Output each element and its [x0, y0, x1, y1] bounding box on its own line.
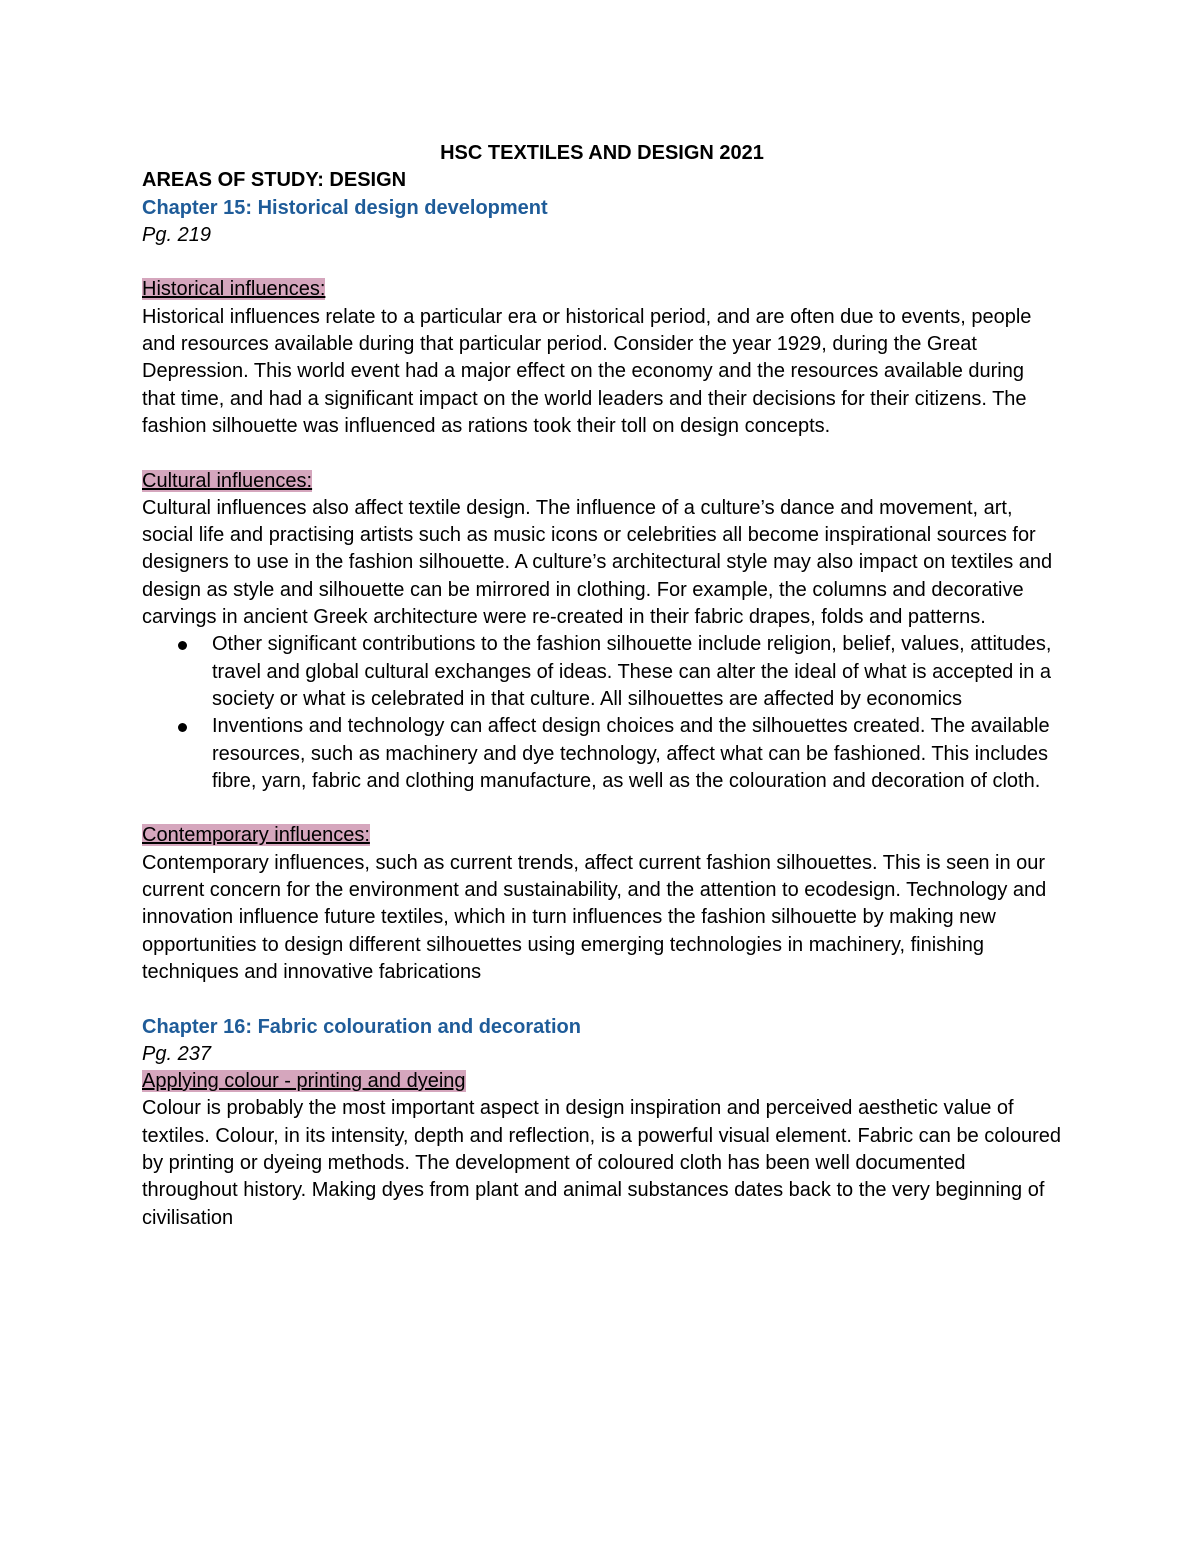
cultural-influences-bullet-list	[142, 631, 1062, 795]
bullet-dot-icon	[178, 723, 187, 732]
spacer	[142, 249, 1062, 276]
applying-colour-heading-text: Applying colour - printing and dyeing	[142, 1070, 466, 1093]
contemporary-influences-text: Contemporary influences, such as current trends, affect current fashion silhouettes. This is seen in our current concern for the environment and sustainability, and the attention to ecodesign. Technology and innovation influence future textiles, which in turn influences the fashion silhouette by making new opportunities to design different silhouettes using emerging technologies in machinery, finishing techniques and innovative fabrications	[142, 851, 1047, 983]
chapter-16-title: Chapter 16: Fabric colouration and decoration	[142, 1015, 581, 1038]
applying-colour-heading	[142, 1068, 1062, 1095]
historical-influences-heading-text: Historical influences:	[142, 278, 326, 301]
list-item-text: Other significant contributions to the fashion silhouette include religion, belief, values, attitudes, travel and global cultural exchanges of ideas. These can alter the ideal of what is accepted in a society or what is celebrated in that culture. All silhouettes are affected by economics	[212, 633, 1052, 710]
spacer	[142, 986, 1062, 1013]
list-item-text: Inventions and technology can affect design choices and the silhouettes created. The available resources, such as machinery and dye technology, affect what can be fashioned. This includes fibre, yarn, fabric and clothing manufacture, as well as the colouration and decoration of cloth.	[212, 715, 1050, 792]
contemporary-influences-heading-text: Contemporary influences:	[142, 824, 370, 847]
contemporary-influences-heading	[142, 822, 1062, 849]
spacer	[142, 795, 1062, 822]
chapter-16-page-ref: Pg. 237	[142, 1042, 211, 1065]
bullet-dot-icon	[178, 641, 187, 650]
chapter-15-title: Chapter 15: Historical design development	[142, 196, 548, 219]
document-page	[142, 140, 1062, 1232]
list-item	[212, 713, 1062, 795]
historical-influences-heading	[142, 276, 1062, 303]
chapter-15-page-ref: Pg. 219	[142, 223, 211, 246]
list-item	[212, 631, 1062, 713]
historical-influences-text: Historical influences relate to a particular era or historical period, and are often due to events, people and resources available during that particular period. Consider the year 1929, during the Great Depression. This world event had a major effect on the economy and the resources available during that time, and had a significant impact on the world leaders and their decisions for their citizens. The fashion silhouette was influenced as rations took their toll on design concepts.	[142, 305, 1032, 437]
document-title: HSC TEXTILES AND DESIGN 2021	[440, 142, 764, 164]
cultural-influences-heading	[142, 468, 1062, 495]
cultural-influences-text: Cultural influences also affect textile design. The influence of a culture’s dance and movement, art, social life and practising artists such as music icons or celebrities all become inspirational sources for designers to use in the fashion silhouette. A culture’s architectural style may also impact on textiles and design as style and silhouette can be mirrored in clothing. For example, the columns and decorative carvings in ancient Greek architecture were re-created in their fabric drapes, folds and patterns.	[142, 496, 1053, 629]
area-of-study-title: AREAS OF STUDY: DESIGN	[142, 169, 407, 192]
cultural-influences-heading-text: Cultural influences:	[142, 469, 313, 492]
applying-colour-text: Colour is probably the most important aspect in design inspiration and perceived aesthetic value of textiles. Colour, in its intensity, depth and reflection, is a powerful visual element. Fabric can be coloured by printing or dyeing methods. The development of coloured cloth has been well documented throughout history. Making dyes from plant and animal substances dates back to the very beginning of civilisation	[142, 1097, 1061, 1229]
spacer	[142, 440, 1062, 467]
